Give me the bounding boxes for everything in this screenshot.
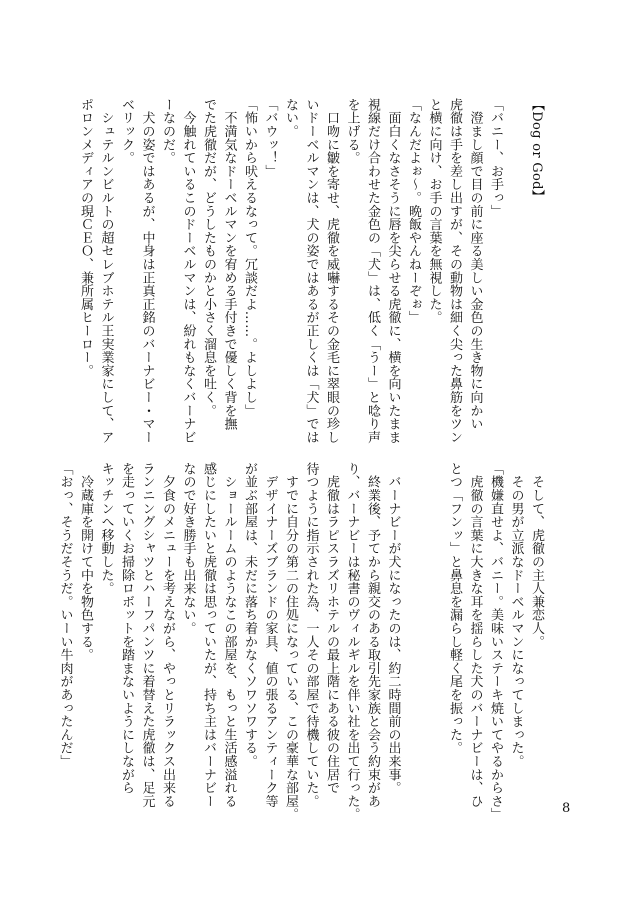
text-line: すでに自分の第二の住処になっている、この豪華な部屋。 xyxy=(283,462,298,822)
text-line: 口吻に皺を寄せ、虎徹を威嚇するその金毛に翠眼の珍し xyxy=(324,98,339,444)
text-line: が並ぶ部屋は、未だに落ち着かなくソワソワする。 xyxy=(242,462,257,768)
text-line: いドーベルマンは、犬の姿ではあるが正しくは「犬」では xyxy=(303,98,319,444)
text-line: ランニングシャツとハーフパンツに着替えた虎徹は、足元 xyxy=(139,462,155,808)
text-line: 澄まし顔で目の前に座る美しい金色の生き物に向かい xyxy=(467,98,483,431)
text-line: 「バニー、お手っ」 xyxy=(488,98,503,218)
text-line: ーなのだ。 xyxy=(160,98,175,165)
text-line: 「なんだよぉ〜。晩飯やんねーぞぉ」 xyxy=(406,98,421,325)
text-line: シュテルンビルトの超セレブホテル王実業家にして、ア xyxy=(98,98,114,444)
text-line: 冷蔵庫を開けて中を物色する。 xyxy=(78,462,93,662)
text-line: ショールームのようなこの部屋を、もっと生活感溢れる xyxy=(221,462,237,808)
text-line: り、バーナビーは秘書のヴィルギルを伴い社を出て行った。 xyxy=(344,462,360,822)
text-line: 面白くなさそうに唇を尖らせる虎徹に、横を向いたまま xyxy=(385,98,401,444)
text-line: 「おっ、そうだそうだ。いーい牛肉があったんだ」 xyxy=(57,462,73,768)
text-line xyxy=(505,98,526,408)
text-line: 「機嫌直せよ、バニー。美味いステーキ焼いてやるからさ」 xyxy=(488,462,503,822)
text-line: とつ「フンッ」と鼻息を漏らし軽く尾を振った。 xyxy=(447,462,462,755)
text-line: 虎徹の言葉に大きな耳を揺らした犬のバーナビーは、ひ xyxy=(467,462,483,808)
text-line: ベリック。 xyxy=(119,98,134,165)
text-line: キッチンへ移動した。 xyxy=(98,462,114,595)
text-line: ポロンメディアの現ＣＥＯ、兼所属ヒーロー。 xyxy=(78,98,93,378)
page-number: 8 xyxy=(562,801,571,816)
text-line: 虎徹は手を差し出すが、その動物は細く尖った鼻筋をツン xyxy=(447,98,462,444)
text-line: 終業後、予てから親交のある取引先家族と会う約束があ xyxy=(365,462,380,808)
text-line: 感じにしたいと虎徹は思っていたが、持ち主はバーナビー xyxy=(201,462,216,808)
text-block-bottom xyxy=(54,462,546,822)
text-line: 【Dog or God】 xyxy=(529,98,544,204)
text-line: デザイナーズブランドの家具、値の張るアンティーク等 xyxy=(262,462,278,808)
text-line: 犬の姿ではあるが、中身は正真正銘のバーナビー・マー xyxy=(139,98,155,444)
text-line: と横に向け、お手の言葉を無視した。 xyxy=(426,98,442,325)
text-line: 虎徹はラピスラズリホテルの最上階にある彼の住居で xyxy=(324,462,339,795)
text-line: そして、虎徹の主人兼恋人。 xyxy=(529,462,544,649)
text-line: その男が立派なドーベルマンになってしまった。 xyxy=(508,462,524,768)
text-line: 不満気なドーベルマンを宥める手付きで優しく背を撫 xyxy=(221,98,237,431)
text-line: 「バウッ！」 xyxy=(262,98,278,178)
text-line: ない。 xyxy=(283,98,298,138)
text-line: 視線だけ合わせた金色の「犬」は、低く「うー」と唸り声 xyxy=(365,98,380,444)
text-block-top xyxy=(75,98,547,444)
text-line: を上げる。 xyxy=(344,98,360,165)
text-line: を走っていくお掃除ロボットを踏まないようにしながら xyxy=(119,462,134,795)
text-line: でた虎徹だが、どうしたものかと小さく溜息を吐く。 xyxy=(201,98,216,418)
text-line: 「怖いから吠えるなって。冗談だよ……。よしよし」 xyxy=(242,98,257,418)
text-line: 夕食のメニューを考えながら、やっとリラックス出来る xyxy=(160,462,175,808)
text-line: バーナビーが犬になったのは、約二時間前の出来事。 xyxy=(385,462,401,795)
text-line: 今触れているこのドーベルマンは、紛れもなくバーナビ xyxy=(180,98,196,444)
text-line: 待つように指示された為、一人その部屋で待機していた。 xyxy=(303,462,319,808)
text-line xyxy=(403,462,424,782)
text-line xyxy=(423,462,444,782)
text-line: なので好き勝手も出来ない。 xyxy=(180,462,196,635)
